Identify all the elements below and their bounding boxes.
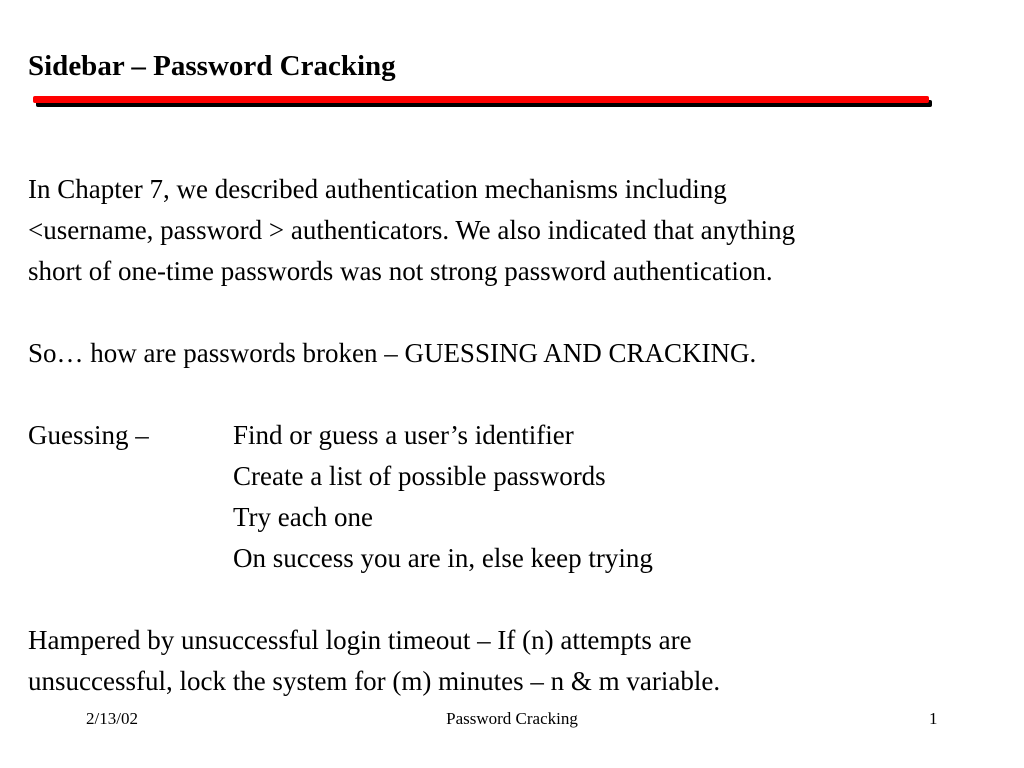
guessing-step: Try each one — [233, 502, 373, 532]
paragraph-line: <username, password > authenticators. We also indicated that anything — [28, 215, 796, 245]
footer-date: 2/13/02 — [86, 709, 138, 728]
paragraph-line: short of one-time passwords was not strong password authentication. — [28, 256, 773, 286]
paragraph-timeout — [28, 620, 720, 702]
slide-title: Sidebar – Password Cracking — [28, 50, 396, 82]
guessing-label: Guessing – — [28, 420, 149, 450]
paragraph-line: unsuccessful, lock the system for (m) minutes – n & m variable. — [28, 666, 721, 696]
guessing-step: Find or guess a user’s identifier — [233, 420, 574, 450]
paragraph-authentication — [28, 169, 795, 292]
guessing-steps-list — [233, 415, 653, 579]
paragraph-line: In Chapter 7, we described authentication mechanisms including — [28, 174, 727, 204]
guessing-step: Create a list of possible passwords — [233, 461, 606, 491]
footer-title: Password Cracking — [446, 709, 578, 728]
guessing-step: On success you are in, else keep trying — [233, 543, 653, 573]
footer-page-number: 1 — [929, 709, 938, 728]
title-underline — [33, 96, 929, 103]
paragraph-line: Hampered by unsuccessful login timeout – If (n) attempts are — [28, 625, 692, 655]
paragraph-how-broken: So… how are passwords broken – GUESSING AND CRACKING. — [28, 338, 757, 368]
